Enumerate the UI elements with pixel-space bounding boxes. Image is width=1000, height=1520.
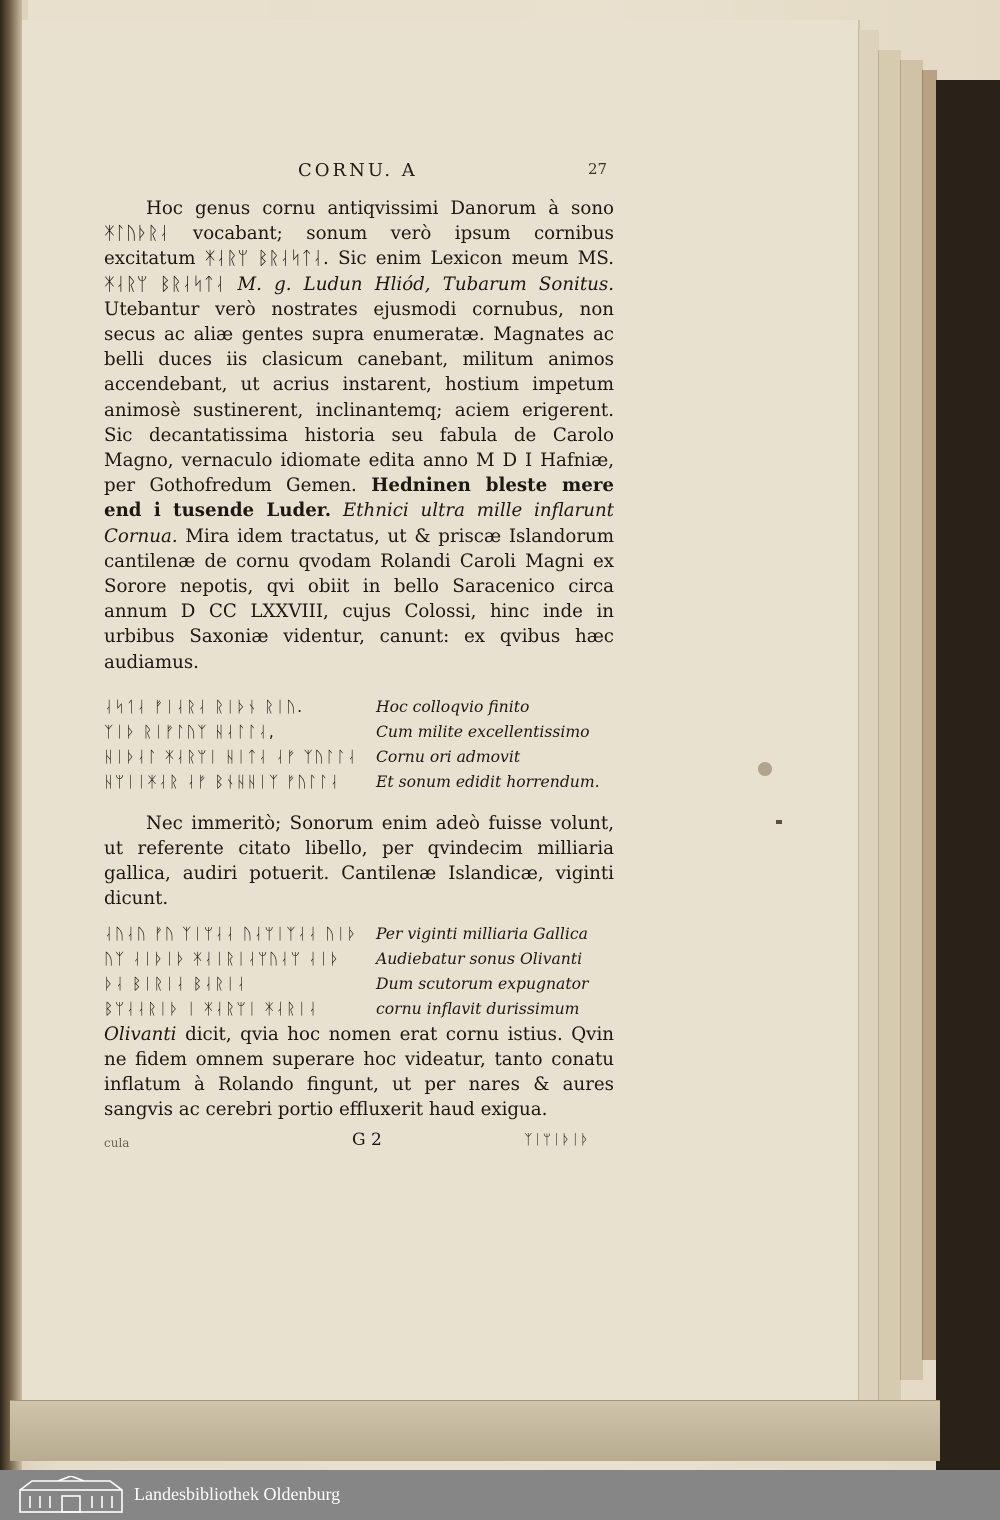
- text-span: Hoc genus cornu antiqvissimi Danorum à sono ᛡᛚᚢᚦᚱᛆ vocabant; sonum verò ipsum cornibus excitatum ᛡᛆᚱᛘ ᛒᚱᛆᛋᛏᛆ. Sic enim Lexicon meum MS. ᛡᛆᚱᛘ ᛒᚱᛆᛋᛏᛆ: [104, 198, 614, 295]
- page-bottom-edge: [10, 1400, 940, 1461]
- verse-line: [104, 770, 614, 795]
- latin-translation: Cornu ori admovit: [376, 747, 521, 766]
- library-name: Landesbibliothek Oldenburg: [134, 1484, 341, 1504]
- cover-edge: [936, 80, 1000, 1470]
- runic-text: ᛆᛋᛐᛆ ᚠᛁᛆᚱᛆ ᚱᛁᚦᚾ ᚱᛁᚢ.: [104, 697, 304, 716]
- verse-line: [104, 720, 614, 745]
- latin-translation: Dum scutorum expugnator: [376, 974, 589, 993]
- verse-line: [104, 695, 614, 720]
- running-head: [104, 160, 614, 190]
- page-footer: [104, 1130, 614, 1156]
- text-span: Utebantur verò nostrates ejusmodi cornubus, non secus ac aliæ gentes supra enumeratæ. Magnates ac belli duces iis clasicum canebant, militum animos accendebant, ut acrius instarent, hostium impetum animosè sustinerent, inclinantemq; aciem erigerent. Sic decantatissima historia seu fabula de Carolo Magno, vernaculo idiomate edita anno M D I Hafniæ, per Gothofredum Gemen.: [104, 298, 614, 497]
- page-number: 27: [588, 160, 608, 178]
- italic-gloss: Ethnici ultra mille inflarunt Cornua.: [104, 500, 614, 547]
- italic-gloss: M. g. Ludun Hliód, Tubarum Sonitus.: [237, 273, 614, 295]
- verse-block-2: [104, 922, 614, 1022]
- runic-text: ᚺᛘᛁᛁᛡᛆᚱ ᛆᚠ ᛒᚾᚺᚺᛁᛉ ᚠᚢᛚᛚᛆ: [104, 772, 341, 791]
- paragraph-1: [104, 196, 614, 675]
- runic-text: ᛆᚢᛆᚢ ᚠᚢ ᛉᛁᛘᛆᛆ ᚢᛆᛘᛁᛉᛆᛆ ᚢᛁᚦ: [104, 924, 358, 943]
- latin-translation: Per viginti milliaria Gallica: [376, 924, 588, 943]
- latin-translation: cornu inflavit durissimum: [376, 999, 580, 1018]
- paragraph-3: [104, 1022, 614, 1123]
- runic-text: ᚺᛁᚦᛆᛚ ᛡᛆᚱᛘᛁ ᚺᛁᛏᛆ ᛆᚠ ᛉᚢᛚᛚᛆ: [104, 747, 358, 766]
- ink-stain: [758, 762, 772, 776]
- runic-text: ᛒᛘᛆᛆᚱᛁᚦ ᛁ ᛡᛆᚱᛘᛁ ᛡᛆᚱᛁᛆ: [104, 999, 319, 1018]
- signature-mark: G 2: [352, 1130, 382, 1151]
- verse-block-1: [104, 695, 614, 795]
- latin-translation: Et sonum edidit horrendum.: [376, 772, 600, 791]
- latin-translation: Audiebatur sonus Olivanti: [376, 949, 583, 968]
- text-span: dicit, qvia hoc nomen erat cornu istius. Qvin ne fidem omnem superare hoc videatur, tanto conatu inflatum à Rolando fingunt, ut per nares & aures sangvis ac cerebri portio effluxerit haud exigua.: [104, 1023, 614, 1121]
- book-spine: [0, 0, 22, 1470]
- runic-text: ᚢᛉ ᛆᛁᚦᛁᚦ ᛡᛆᛁᚱᛁᛆᛘᚢᛆᛘ ᛆᛁᚦ: [104, 949, 341, 968]
- verse-line: [104, 972, 614, 997]
- verse-line: [104, 922, 614, 947]
- latin-translation: Hoc colloqvio finito: [376, 697, 530, 716]
- verse-line: [104, 947, 614, 972]
- bleed-through-text: cula: [104, 1136, 130, 1151]
- latin-translation: Cum milite excellentissimo: [376, 722, 590, 741]
- page-text: [104, 160, 614, 1156]
- runic-text: ᚦᛆ ᛒᛁᚱᛁᛆ ᛒᛆᚱᛁᛆ: [104, 974, 248, 993]
- page-edge: [878, 50, 901, 1410]
- text-span: Mira idem tractatus, ut & priscæ Islandorum cantilenæ de cornu qvodam Rolandi Caroli Magni ex Sorore nepotis, qvi obiit in bello Saracenico circa annum D CC LXXVIII, cujus Colossi, hinc inde in urbibus Saxoniæ videntur, canunt: ex qvibus hæc audiamus.: [104, 525, 614, 673]
- paragraph-2: Nec immeritò; Sonorum enim adeò fuisse volunt, ut referente citato libello, per qvindecim milliaria gallica, audiri potuerit. Cantilenæ Islandicæ, viginti dicunt.: [104, 812, 614, 910]
- runic-text: ᛉᛁᚦ ᚱᛁᚠᛚᚢᛉ ᚺᛆᛚᛚᛆ,: [104, 722, 276, 741]
- page-edge: [858, 30, 879, 1430]
- page-edge: [900, 60, 923, 1380]
- library-footer-bar: [0, 1470, 1000, 1520]
- italic-word: Olivanti: [104, 1023, 177, 1045]
- ink-stain: [776, 820, 782, 824]
- library-building-icon: [18, 1476, 124, 1518]
- catchword: ᛉᛁᛘᛁᚦᛁᚦ: [524, 1132, 590, 1149]
- verse-line: [104, 745, 614, 770]
- running-title: CORNU. A: [298, 160, 418, 181]
- page-edge: [922, 70, 937, 1360]
- blackletter-quote: Hedninen bleste mere end i tusende Luder.: [104, 475, 615, 522]
- verse-line: [104, 997, 614, 1022]
